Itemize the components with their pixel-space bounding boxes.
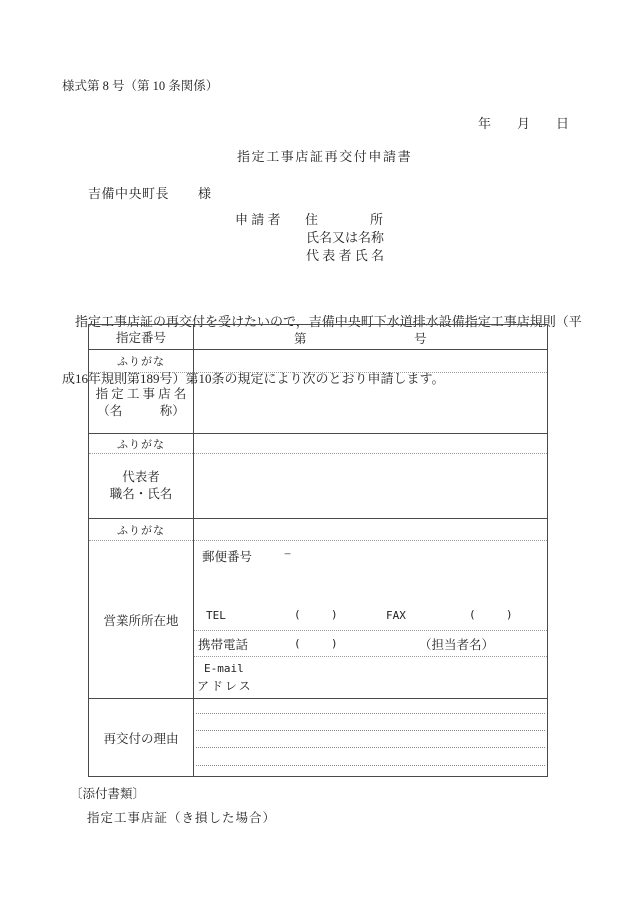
reason-label: 再交付の理由 (89, 699, 194, 777)
office-address-field (194, 541, 548, 631)
applicant-address-label: 住 所 (305, 212, 384, 227)
shop-name-label-line1: 指 定 工 事 店 名 (95, 387, 187, 401)
mobile-paren-close: ) (331, 637, 338, 650)
designation-number-label: 指定番号 (89, 325, 194, 350)
contact-person-label: （担当者名） (419, 638, 495, 652)
addressee-name: 吉備中央町長 (88, 186, 170, 201)
application-table (88, 324, 548, 777)
shop-name-field (194, 373, 548, 434)
shop-name-label (89, 373, 194, 434)
reason-writing-line (196, 747, 545, 748)
office-address-label: 営業所所在地 (89, 541, 194, 699)
email-label-line2: アドレス (197, 679, 253, 693)
form-number: 様式第 8 号（第 10 条関係） (62, 79, 219, 93)
addressee-honorific: 様 (198, 186, 212, 201)
shop-furigana-field (194, 350, 548, 373)
shop-furigana-label: ふりがな (89, 350, 194, 373)
tel-label: TEL (206, 609, 226, 622)
representative-label (89, 454, 194, 519)
fax-label: FAX (386, 609, 406, 622)
attachment-item: 指定工事店証（き損した場合） (87, 811, 277, 825)
mobile-paren-open: ( (294, 637, 301, 650)
office-address-furigana-field (194, 519, 548, 541)
postal-code-label: 郵便番号 (202, 550, 253, 564)
fax-paren-close: ) (506, 608, 513, 621)
tel-paren-open: ( (294, 608, 301, 621)
reason-writing-line (196, 713, 545, 714)
representative-field (194, 454, 548, 519)
body-paragraph-line1: 指定工事店証の再交付を受けたいので，吉備中央町下水道排水設備指定工事店規則（平 (62, 314, 582, 329)
postal-code-separator: − (284, 547, 292, 561)
representative-furigana-label: ふりがな (89, 434, 194, 454)
applicant-name-label: 氏名又は名称 (306, 230, 385, 245)
reason-field (194, 699, 548, 777)
mobile-phone-field (194, 631, 548, 657)
reason-writing-line (196, 730, 545, 731)
mobile-phone-label: 携帯電話 (198, 638, 249, 652)
applicant-label: 申 請 者 (235, 212, 281, 227)
email-label-line1: E-mail (204, 662, 244, 675)
fax-paren-open: ( (469, 608, 476, 621)
designation-number-suffix: 号 (414, 332, 427, 346)
shop-name-label-line2: （名 称） (97, 404, 185, 418)
email-field (194, 657, 548, 699)
office-address-furigana-label: ふりがな (89, 519, 194, 541)
representative-furigana-field (194, 434, 548, 454)
representative-label-line1: 代表者 (122, 470, 160, 484)
designation-number-prefix: 第 (294, 332, 307, 346)
tel-paren-close: ) (331, 608, 338, 621)
reason-writing-line (196, 765, 545, 766)
date-line: 年 月 日 (478, 116, 570, 131)
document-title: 指定工事店証再交付申請書 (237, 149, 413, 164)
body-paragraph-line2: 成16年規則第189号）第10条の規定により次のとおり申請します。 (62, 371, 445, 386)
designation-number-field (194, 325, 548, 350)
applicant-representative-label: 代 表 者 氏 名 (306, 248, 385, 263)
representative-label-line2: 職名・氏名 (109, 487, 173, 501)
attachments-heading: 〔添付書類〕 (70, 787, 146, 801)
